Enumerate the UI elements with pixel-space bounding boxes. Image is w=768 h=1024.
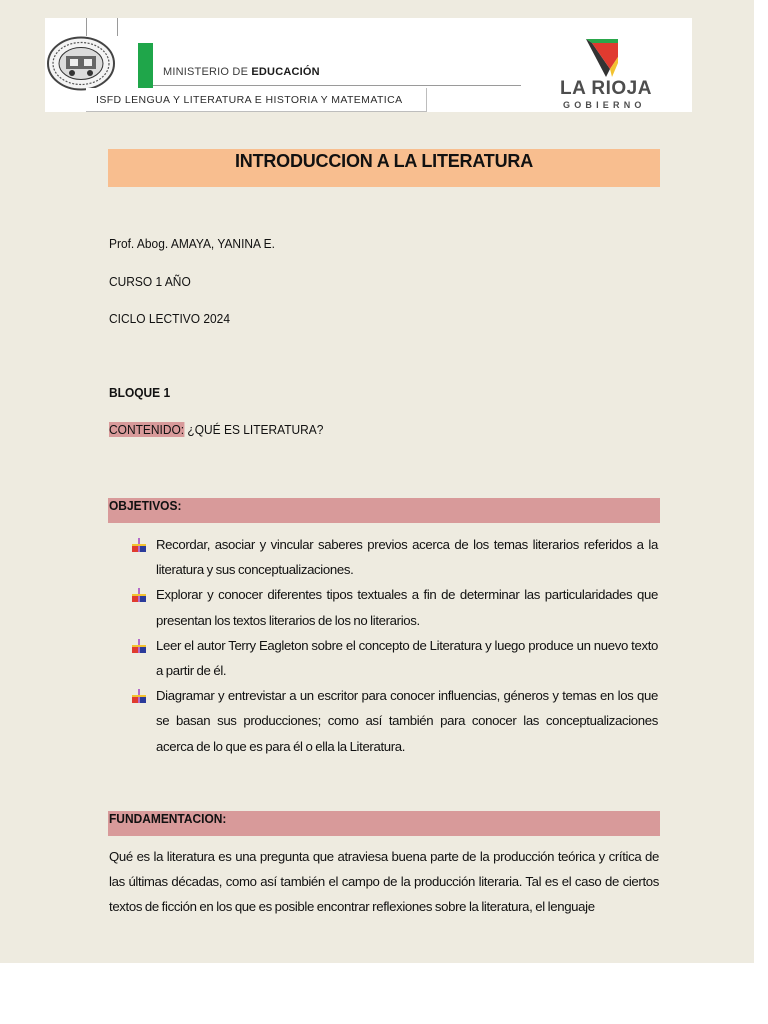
la-rioja-logo-title: LA RIOJA [560,78,652,99]
ministry-divider [153,85,521,86]
list-item: Leer el autor Terry Eagleton sobre el concepto de Literatura y luego produce un nuevo texto a partir de él. [132,633,658,683]
bullet-icon [132,639,146,653]
institution-seal-icon [46,36,116,91]
objectives-list [132,532,658,759]
ministry-green-bar [138,43,153,89]
la-rioja-emblem-icon [582,37,622,79]
content-value: ¿QUÉ ES LITERATURA? [184,422,324,437]
bullet-icon [132,689,146,703]
rationale-heading: FUNDAMENTACION: [109,811,227,826]
block-heading: BLOQUE 1 [109,385,171,400]
content-label: CONTENIDO: [109,422,185,437]
cycle-line: CICLO LECTIVO 2024 [109,311,230,326]
document-title: INTRODUCCION A LA LITERATURA [234,151,534,171]
bullet-icon [132,538,146,552]
list-item: Diagramar y entrevistar a un escritor para conocer influencias, géneros y temas en los que se basan sus producciones; como así también para conocer las conceptualizaciones acerca de lo que es para él o ella la Literatura. [132,683,658,759]
institute-name: ISFD LENGUA Y LITERATURA E HISTORIA Y MATEMATICA [96,94,403,106]
professor-line: Prof. Abog. AMAYA, YANINA E. [109,236,275,251]
bullet-icon [132,588,146,602]
ministry-label: MINISTERIO DE EDUCACIÓN [163,66,320,78]
list-item: Explorar y conocer diferentes tipos textuales a fin de determinar las particularidades que presentan los textos literarios de los no literarios. [132,582,658,632]
objectives-highlight [108,498,660,523]
objectives-heading: OBJETIVOS: [109,498,182,513]
list-item: Recordar, asociar y vincular saberes previos acerca de los temas literarios referidos a la literatura y sus conceptualizaciones. [132,532,658,582]
rationale-paragraph: Qué es la literatura es una pregunta que atraviesa buena parte de la producción teórica y crítica de las últimas décadas, como así también el campo de la producción literaria. Tal es el caso de ciertos textos de ficción en los que es posible encontrar reflexiones sobre la literatura, el lenguaje [109,849,659,915]
content-line [109,422,323,437]
la-rioja-logo-subtitle: GOBIERNO [563,100,646,110]
course-line: CURSO 1 AÑO [109,274,191,289]
header-tab-frame [86,18,118,36]
